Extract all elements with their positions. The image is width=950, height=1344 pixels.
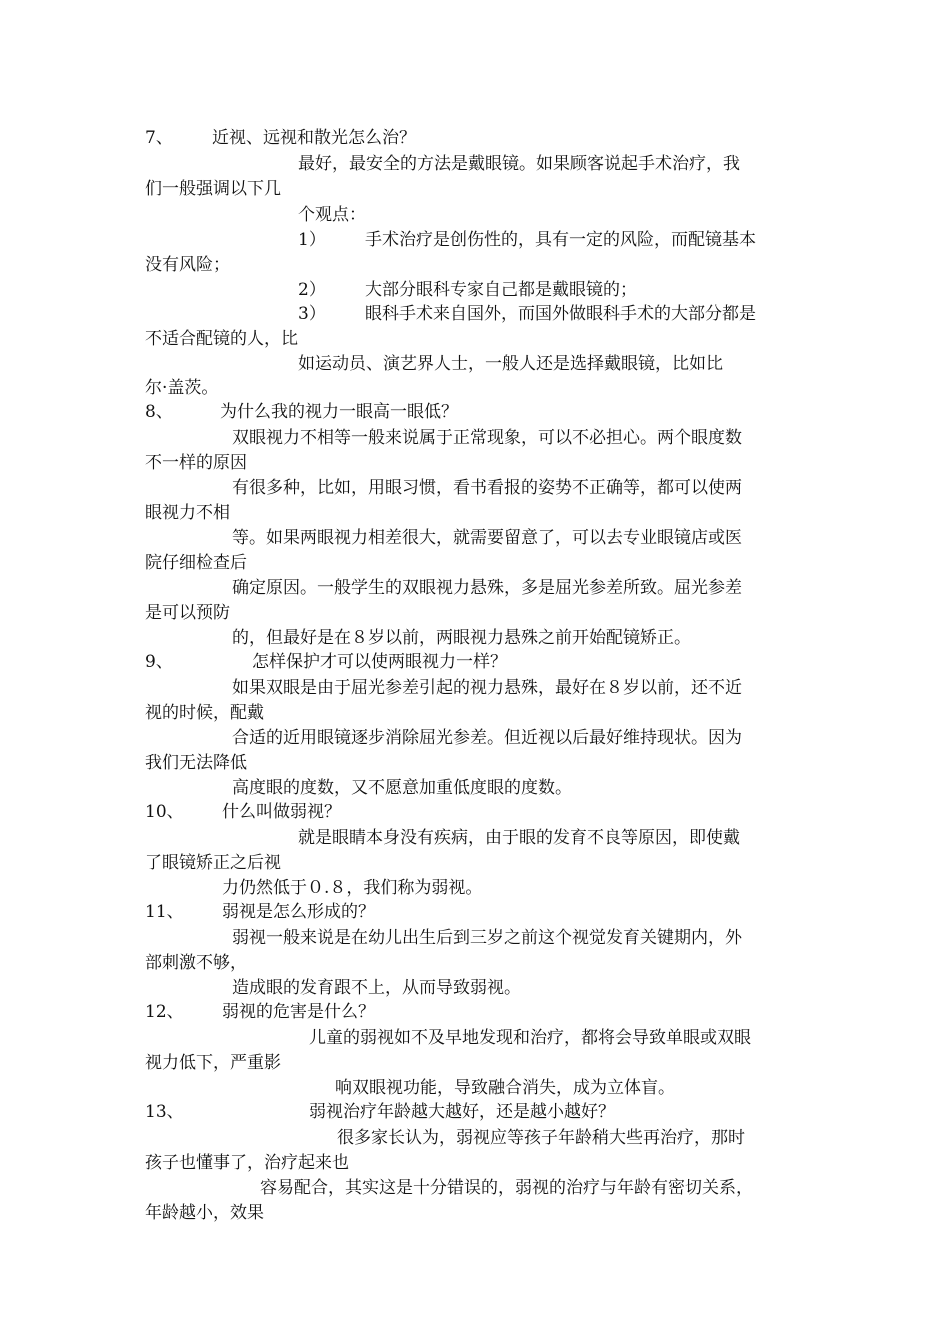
answer-line: 年龄越小，效果 bbox=[145, 1203, 264, 1223]
answer-line: 有很多种，比如，用眼习惯，看书看报的姿势不正确等，都可以使两 bbox=[232, 478, 742, 498]
list-point-number: 2） bbox=[298, 280, 326, 300]
list-point-text: 眼科手术来自国外，而国外做眼科手术的大部分都是 bbox=[365, 304, 756, 324]
answer-line: 尔·盖茨。 bbox=[145, 378, 219, 398]
answer-line: 力仍然低于０.８，我们称为弱视。 bbox=[222, 878, 483, 898]
list-point-number: 3） bbox=[298, 304, 326, 324]
answer-line: 视的时候，配戴 bbox=[145, 703, 264, 723]
answer-line: 个观点： bbox=[298, 205, 366, 225]
question-text: 什么叫做弱视？ bbox=[222, 802, 341, 822]
question-number: 12、 bbox=[145, 1002, 184, 1022]
answer-line: 容易配合，其实这是十分错误的，弱视的治疗与年龄有密切关系， bbox=[260, 1178, 753, 1198]
answer-line: 是可以预防 bbox=[145, 603, 230, 623]
answer-line: 合适的近用眼镜逐步消除屈光参差。但近视以后最好维持现状。因为 bbox=[232, 728, 742, 748]
question-text: 为什么我的视力一眼高一眼低？ bbox=[220, 402, 458, 422]
answer-line: 最好，最安全的方法是戴眼镜。如果顾客说起手术治疗，我 bbox=[298, 154, 740, 174]
question-number: 10、 bbox=[145, 802, 184, 822]
list-point-text: 大部分眼科专家自己都是戴眼镜的； bbox=[365, 280, 637, 300]
answer-line: 没有风险； bbox=[145, 255, 230, 275]
answer-line: 我们无法降低 bbox=[145, 753, 247, 773]
question-number: 7、 bbox=[145, 128, 173, 148]
question-number: 9、 bbox=[145, 652, 173, 672]
answer-line: 了眼镜矫正之后视 bbox=[145, 853, 281, 873]
answer-line: 等。如果两眼视力相差很大，就需要留意了，可以去专业眼镜店或医 bbox=[232, 528, 742, 548]
list-point-text: 手术治疗是创伤性的，具有一定的风险，而配镜基本 bbox=[365, 230, 756, 250]
list-point-number: 1） bbox=[298, 230, 326, 250]
answer-line: 很多家长认为，弱视应等孩子年龄稍大些再治疗，那时 bbox=[337, 1128, 745, 1148]
answer-line: 视力低下，严重影 bbox=[145, 1053, 281, 1073]
answer-line: 孩子也懂事了，治疗起来也 bbox=[145, 1153, 349, 1173]
answer-line: 响双眼视功能，导致融合消失，成为立体盲。 bbox=[335, 1078, 675, 1098]
question-number: 8、 bbox=[145, 402, 173, 422]
question-text: 弱视是怎么形成的？ bbox=[222, 902, 375, 922]
question-number: 13、 bbox=[145, 1102, 184, 1122]
answer-line: 们一般强调以下几 bbox=[145, 179, 281, 199]
answer-line: 院仔细检查后 bbox=[145, 553, 247, 573]
answer-line: 眼视力不相 bbox=[145, 503, 230, 523]
answer-line: 儿童的弱视如不及早地发现和治疗，都将会导致单眼或双眼 bbox=[309, 1028, 751, 1048]
answer-line: 如果双眼是由于屈光参差引起的视力悬殊，最好在８岁以前，还不近 bbox=[232, 678, 742, 698]
question-text: 弱视的危害是什么？ bbox=[222, 1002, 375, 1022]
answer-line: 高度眼的度数，又不愿意加重低度眼的度数。 bbox=[232, 778, 572, 798]
answer-line: 就是眼睛本身没有疾病，由于眼的发育不良等原因，即使戴 bbox=[298, 828, 740, 848]
answer-line: 双眼视力不相等一般来说属于正常现象，可以不必担心。两个眼度数 bbox=[232, 428, 742, 448]
answer-line: 不适合配镜的人，比 bbox=[145, 329, 298, 349]
answer-line: 部刺激不够， bbox=[145, 953, 247, 973]
answer-line: 的，但最好是在８岁以前，两眼视力悬殊之前开始配镜矫正。 bbox=[232, 628, 691, 648]
answer-line: 如运动员、演艺界人士，一般人还是选择戴眼镜，比如比 bbox=[298, 354, 723, 374]
answer-line: 造成眼的发育跟不上，从而导致弱视。 bbox=[232, 978, 521, 998]
question-text: 弱视治疗年龄越大越好，还是越小越好？ bbox=[309, 1102, 615, 1122]
answer-line: 弱视一般来说是在幼儿出生后到三岁之前这个视觉发育关键期内，外 bbox=[232, 928, 742, 948]
question-number: 11、 bbox=[145, 902, 184, 922]
answer-line: 确定原因。一般学生的双眼视力悬殊，多是屈光参差所致。屈光参差 bbox=[232, 578, 742, 598]
question-text: 怎样保护才可以使两眼视力一样？ bbox=[252, 652, 507, 672]
question-text: 近视、远视和散光怎么治？ bbox=[212, 128, 416, 148]
answer-line: 不一样的原因 bbox=[145, 453, 247, 473]
